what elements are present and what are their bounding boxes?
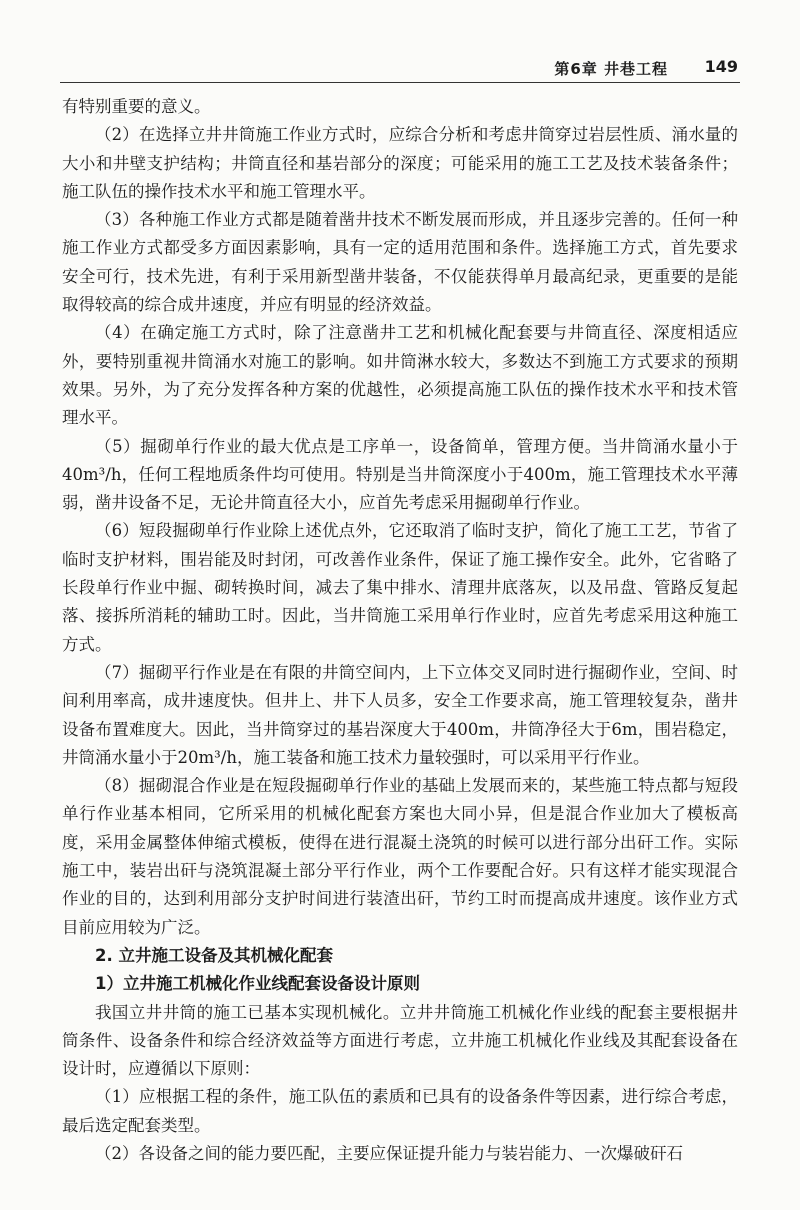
- paragraph-continuation: 有特别重要的意义。: [62, 97, 211, 116]
- principle-item-1: （1）应根据工程的条件，施工队伍的素质和已具有的设备条件等因素，进行综合考虑，最后选定配套类型。: [62, 1087, 738, 1135]
- paragraph-item-8: （8）掘砌混合作业是在短段掘砌单行作业的基础上发展而来的，某些施工特点都与短段单行作业基本相同，它所采用的机械化配套方案也大同小异，但是混合作业加大了模板高度，采用金属整体伸缩式模板，使得在进行混凝土浇筑的时候可以进行部分出矸工作。实际施工中，装岩出矸与浇筑混凝土部分平行作业，两个工作要配合好。只有这样才能实现混合作业的目的，达到利用部分支护时间进行装渣出矸，节约工时而提高成井速度。该作业方式目前应用较为广泛。: [62, 776, 738, 937]
- page-number: 149: [704, 57, 738, 76]
- running-header: [60, 56, 740, 83]
- paragraph-item-5: （5）掘砌单行作业的最大优点是工序单一，设备简单，管理方便。当井筒涌水量小于40m³/h，任何工程地质条件均可使用。特别是当井筒深度小于400m，施工管理技术水平薄弱，凿井设备不足，无论井筒直径大小，应首先考虑采用掘砌单行作业。: [62, 436, 738, 513]
- paragraph-item-4: （4）在确定施工方式时，除了注意凿井工艺和机械化配套要与井筒直径、深度相适应外，要特别重视井筒涌水对施工的影响。如井筒淋水较大，多数达不到施工方式要求的预期效果。另外，为了充分发挥各种方案的优越性，必须提高施工队伍的操作技术水平和技术管理水平。: [62, 323, 738, 428]
- chapter-title: 第6章 井巷工程: [554, 60, 668, 78]
- paragraph-item-6: （6）短段掘砌单行作业除上述优点外，它还取消了临时支护，简化了施工工艺，节省了临时支护材料，围岩能及时封闭，可改善作业条件，保证了施工操作安全。此外，它省略了长段单行作业中掘、砌转换时间，减去了集中排水、清理井底落灰，以及吊盘、管路反复起落、接拆所消耗的辅助工时。因此，当井筒施工采用单行作业时，应首先考虑采用这种施工方式。: [62, 521, 738, 654]
- paragraph-item-3: （3）各种施工作业方式都是随着凿井技术不断发展而形成，并且逐步完善的。任何一种施工作业方式都受多方面因素影响，具有一定的适用范围和条件。选择施工方式，首先要求安全可行，技术先进，有利于采用新型凿井装备，不仅能获得单月最高纪录，更重要的是能取得较高的综合成井速度，并应有明显的经济效益。: [62, 210, 738, 315]
- paragraph-item-7: （7）掘砌平行作业是在有限的井筒空间内，上下立体交叉同时进行掘砌作业，空间、时间利用率高，成井速度快。但井上、井下人员多，安全工作要求高，施工管理较复杂，凿井设备布置难度大。因此，当井筒穿过的基岩深度大于400m，井筒净径大于6m，围岩稳定，井筒涌水量小于20m³/h，施工装备和施工技术力量较强时，可以采用平行作业。: [62, 662, 738, 767]
- page-body: [62, 93, 738, 1168]
- paragraph-intro: 我国立井井筒的施工已基本实现机械化。立井井筒施工机械化作业线的配套主要根据井筒条件、设备条件和综合经济效益等方面进行考虑，立井施工机械化作业线及其配套设备在设计时，应遵循以下原则：: [62, 1002, 738, 1079]
- principle-item-2: （2）各设备之间的能力要匹配，主要应保证提升能力与装岩能力、一次爆破矸石: [95, 1143, 683, 1163]
- section-heading: 2. 立井施工设备及其机械化配套: [95, 945, 333, 965]
- paragraph-item-2: （2）在选择立井井筒施工作业方式时，应综合分析和考虑井筒穿过岩层性质、涌水量的大小和井壁支护结构；井筒直径和基岩部分的深度；可能采用的施工工艺及技术装备条件；施工队伍的操作技术水平和施工管理水平。: [62, 125, 738, 201]
- subsection-heading: 1）立井施工机械化作业线配套设备设计原则: [95, 974, 420, 994]
